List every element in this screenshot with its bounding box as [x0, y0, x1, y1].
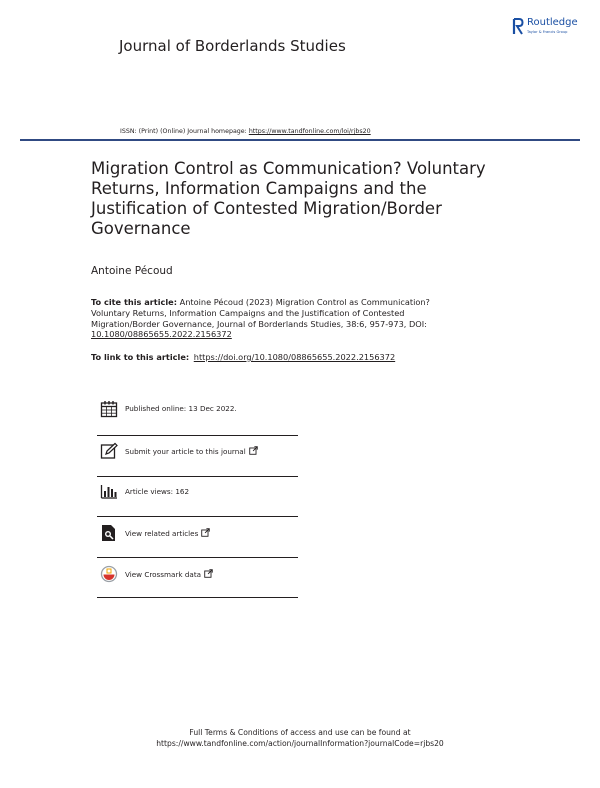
header-divider	[20, 139, 580, 141]
article-doi-url[interactable]: https://doi.org/10.1080/08865655.2022.2156372	[193, 352, 396, 362]
issn-line	[120, 128, 371, 135]
publisher-name: Routledge	[527, 17, 578, 28]
row-divider	[97, 516, 298, 517]
crossmark-row[interactable]	[97, 565, 298, 593]
row-divider	[97, 597, 298, 598]
routledge-r-icon	[512, 17, 524, 37]
publisher-tagline: Taylor & Francis Group	[527, 30, 568, 34]
external-link-icon	[204, 569, 213, 578]
edit-icon	[100, 442, 118, 460]
issn-text: ISSN: (Print) (Online) Journal homepage:	[120, 128, 247, 135]
crossmark-text[interactable]	[125, 569, 213, 579]
row-divider	[97, 435, 298, 436]
footer-terms-text: Full Terms & Conditions of access and use can be found at	[189, 728, 411, 737]
article-views-row	[97, 483, 298, 511]
article-link-line	[91, 352, 395, 362]
article-title: Migration Control as Communication? Voluntary Returns, Information Campaigns and the Justification of Contested Migration/Border Governance	[91, 159, 486, 238]
external-link-icon	[249, 446, 258, 455]
crossmark-icon	[100, 565, 118, 583]
citation-label: To cite this article:	[91, 297, 177, 307]
bar-chart-icon	[100, 483, 118, 501]
submit-article-row[interactable]	[97, 442, 298, 470]
journal-homepage-link[interactable]: https://www.tandfonline.com/loi/rjbs20	[248, 128, 371, 135]
publisher-logo	[512, 17, 582, 41]
published-online-row	[97, 400, 298, 428]
submit-article-label: Submit your article to this journal	[125, 447, 246, 456]
calendar-icon	[100, 400, 118, 418]
citation-text: Antoine Pécoud (2023) Migration Control as Communication? Voluntary Returns, Information Campaigns and the Justification of Contested Migration/Border Governance, Journal of Borderlands Studies, 38:6, 957-973, DOI:	[91, 297, 430, 329]
journal-title: Journal of Borderlands Studies	[119, 37, 346, 55]
row-divider	[97, 476, 298, 477]
external-link-icon	[201, 528, 210, 537]
related-articles-row[interactable]	[97, 524, 298, 552]
citation-block	[91, 297, 471, 340]
article-link-label: To link to this article:	[91, 352, 190, 362]
article-author: Antoine Pécoud	[91, 265, 173, 277]
row-divider	[97, 557, 298, 558]
document-search-icon	[100, 524, 118, 542]
article-views-text: Article views: 162	[125, 487, 190, 496]
crossmark-label: View Crossmark data	[125, 570, 202, 579]
submit-article-text[interactable]	[125, 446, 258, 456]
citation-doi-link[interactable]: 10.1080/08865655.2022.2156372	[91, 329, 232, 340]
footer-terms-link[interactable]: https://www.tandfonline.com/action/journalInformation?journalCode=rjbs20	[156, 739, 444, 748]
related-articles-text[interactable]	[125, 528, 210, 538]
published-online-text: Published online: 13 Dec 2022.	[125, 404, 237, 413]
related-articles-label: View related articles	[125, 529, 199, 538]
